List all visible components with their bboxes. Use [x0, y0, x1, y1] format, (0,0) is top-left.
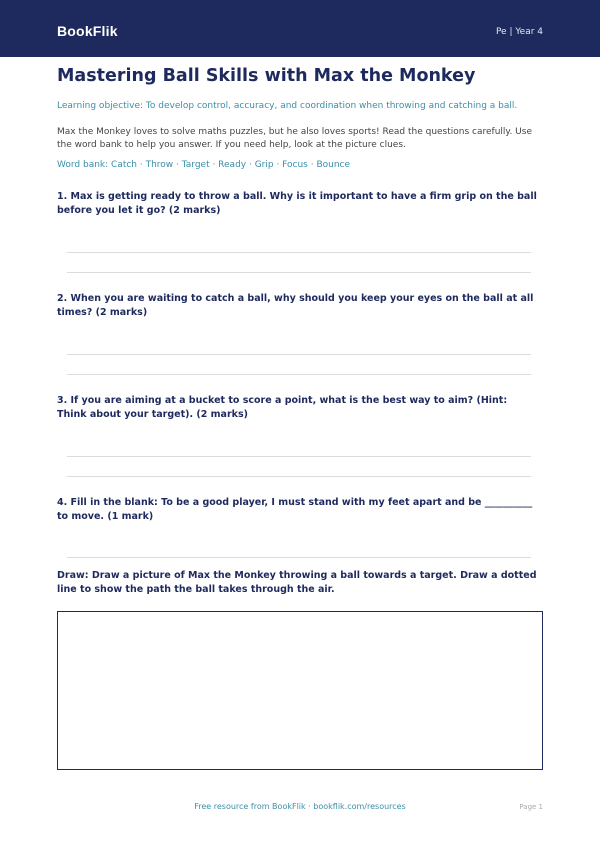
learning-objective: Learning objective: To develop control, accuracy, and coordination when throwing and catching a ball.: [57, 101, 518, 111]
answer-line[interactable]: [67, 252, 531, 253]
header-bar: [0, 0, 600, 57]
subject-year-label: Pe | Year 4: [495, 27, 543, 37]
answer-line[interactable]: [67, 476, 531, 477]
page-number: Page 1: [519, 803, 543, 811]
footer-text: Free resource from BookFlik · bookflik.com/resources: [194, 802, 406, 811]
draw-task-prompt: Draw: Draw a picture of Max the Monkey throwing a ball towards a target. Draw a dotted line to show the path the ball takes through the air.: [57, 570, 537, 595]
answer-line[interactable]: [67, 557, 531, 558]
answer-line[interactable]: [67, 272, 531, 273]
intro-paragraph: Max the Monkey loves to solve maths puzzles, but he also loves sports! Read the questions carefully. Use the word bank to help you answer. If you need help, look at the picture clues.: [57, 127, 532, 150]
answer-line[interactable]: [67, 374, 531, 375]
answer-line[interactable]: [67, 456, 531, 457]
question-4: 4. Fill in the blank: To be a good player, I must stand with my feet apart and be __________ to move. (1 mark): [57, 497, 533, 522]
drawing-box[interactable]: [57, 611, 543, 770]
question-1: 1. Max is getting ready to throw a ball. Why is it important to have a firm grip on the ball before you let it go? (2 marks): [57, 191, 537, 216]
brand-logo: BookFlik: [57, 23, 118, 39]
question-2: 2. When you are waiting to catch a ball, why should you keep your eyes on the ball at all times? (2 marks): [57, 293, 534, 318]
word-bank: Word bank: Catch · Throw · Target · Ready · Grip · Focus · Bounce: [57, 160, 351, 170]
question-3: 3. If you are aiming at a bucket to score a point, what is the best way to aim? (Hint: Think about your target). (2 marks): [57, 395, 508, 420]
answer-line[interactable]: [67, 354, 531, 355]
page-title: Mastering Ball Skills with Max the Monkey: [57, 66, 476, 86]
